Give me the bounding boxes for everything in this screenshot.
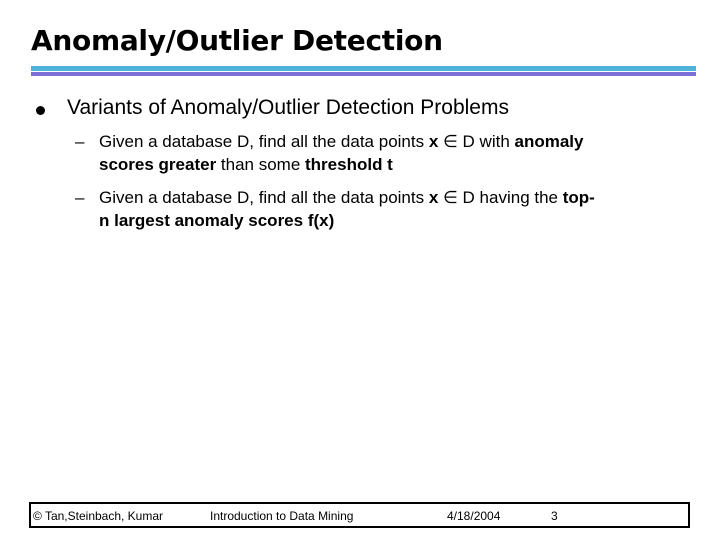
sub-bullet-line-2: scores greater than some threshold t bbox=[99, 155, 393, 174]
sub-bullet-line-1: Given a database D, find all the data points x ∈ D with anomaly bbox=[99, 132, 584, 151]
main-bullet-text: Variants of Anomaly/Outlier Detection Problems bbox=[67, 96, 509, 119]
slide-title: Anomaly/Outlier Detection bbox=[31, 24, 443, 57]
sub-bullet-line-1: Given a database D, find all the data points x ∈ D having the top- bbox=[99, 188, 595, 207]
dash-icon: – bbox=[75, 132, 85, 151]
sub-bullet-line-2: n largest anomaly scores f(x) bbox=[99, 211, 335, 230]
dash-icon: – bbox=[75, 188, 85, 207]
slide-footer bbox=[29, 502, 690, 528]
footer-copyright: © Tan,Steinbach, Kumar bbox=[33, 509, 164, 523]
bullet-dot-icon bbox=[36, 106, 45, 115]
title-rule-purple bbox=[31, 72, 696, 76]
footer-course: Introduction to Data Mining bbox=[210, 509, 354, 523]
footer-date: 4/18/2004 bbox=[447, 509, 501, 523]
title-rule-blue bbox=[31, 66, 696, 71]
footer-page-number: 3 bbox=[551, 509, 558, 523]
